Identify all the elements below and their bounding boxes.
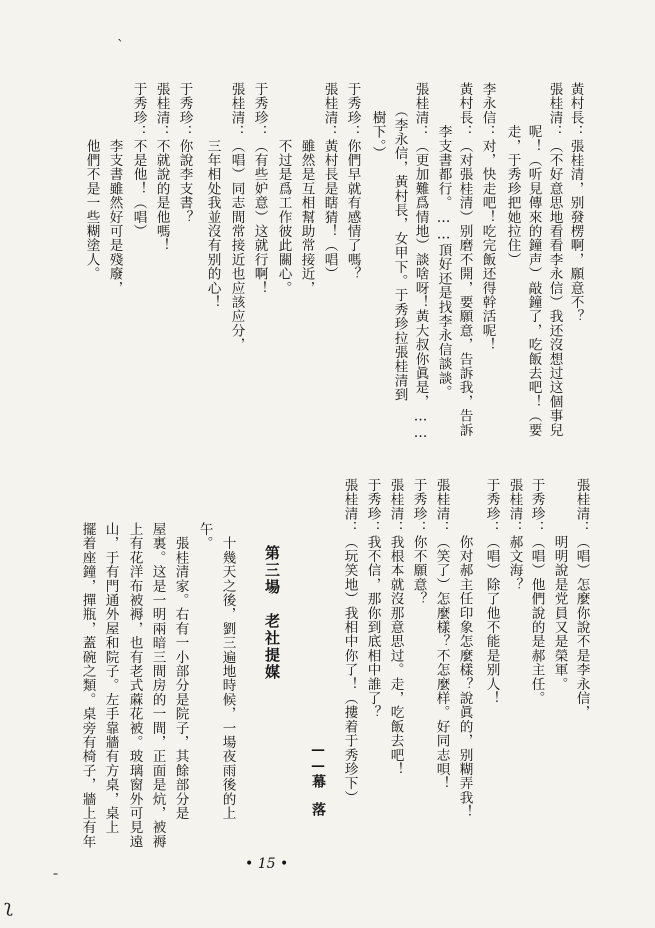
lower-line: 張桂清：（玩笑地）我相中你了！（摟着于秀珍下） (341, 478, 358, 805)
scene-heading: 第三場 老社提媒 (263, 545, 281, 681)
lower-line: 于秀珍：你不願意？ (410, 478, 427, 606)
upper-line: （李永信，黃村長，女甲下。于秀珍拉張桂清到 (391, 82, 408, 402)
scene-paragraph-line: 十幾天之後，劉三遍地時候，一場夜雨後的上 (219, 522, 236, 821)
upper-line: 樹下。） (369, 82, 386, 161)
lower-line: 你对郝主任印象怎麼樣？說眞的，别糊弄我！ (456, 478, 473, 819)
upper-line: 張桂清：（不好意思地看看李永信）我还沒想过这個事兒 (546, 82, 563, 437)
upper-line: 李支書雖然好可是殘廢， (106, 82, 123, 295)
curtain-direction: ——幕 落 (310, 742, 326, 816)
upper-line: 呢！（听見傳來的鐘声）敲鐘了，吃飯去吧！（要 (525, 82, 542, 437)
scene-paragraph-line: 山，于有門通外屋和院子。左手靠牆有方桌，桌上 (102, 522, 119, 835)
upper-line: 于秀珍：你說李支書？ (176, 82, 193, 224)
upper-line: 張桂清：黃村長是瞎猜！（唱） (321, 82, 338, 281)
scan-speck: ˉ (52, 872, 59, 888)
scan-speck: ʅ (4, 896, 13, 917)
upper-line: 李永信：对，快走吧！吃完飯还得幹活呢！ (479, 82, 496, 352)
upper-line: 于秀珍：你們早就有感情了嗎？ (344, 82, 361, 281)
scene-paragraph-line: 午。 (196, 522, 213, 551)
upper-line: 于秀珍：不是他！（唱） (130, 82, 147, 239)
upper-line: 雖然是互相幫助常接近， (298, 82, 315, 295)
lower-line: 于秀珍：我不信，那你到底相中誰了？ (364, 478, 381, 720)
lower-line: 張桂清：（笑了）怎麼樣？不怎麼样。好同志唄！ (433, 478, 450, 791)
lower-line: 明明說是党員又是榮軍。 (551, 478, 568, 691)
upper-line: 張桂清：不就說的是他嗎！ (153, 82, 170, 253)
scene-paragraph-line: 屋裏。这是一明兩暗三間房的一間，正面是炕，被褥 (149, 522, 166, 849)
lower-line: 張桂清：我根本就沒那意思过。走，吃飯去吧！ (387, 478, 404, 777)
upper-line: 張桂清：（唱）同志間常接近也应該应分， (228, 82, 245, 352)
upper-line: 于秀珍：（有些妒意）这就行啊！ (251, 82, 268, 295)
upper-line: 三年相处我並沒有别的心！ (204, 82, 221, 310)
scan-speck: ˋ (117, 38, 124, 54)
page-number: • 15 • (245, 856, 289, 872)
upper-line: 不过是爲工作彼此關心。 (275, 82, 292, 295)
scene-paragraph-line: 上有花洋布被褥，也有老式蔴花被。玻璃窗外可見遠 (126, 522, 143, 849)
page-number-value: 15 (257, 856, 276, 872)
upper-line: 黃村長：（对張桂清）别磨不開，要願意，告訴我，告訴 (456, 82, 473, 437)
lower-line: 張桂清：（唱）怎麼你說不是李永信， (573, 478, 590, 720)
upper-line: 他們不是一些糊塗人。 (83, 82, 100, 281)
upper-line: 李支書都行。……頂好还是找李永信談談。 (435, 82, 452, 400)
lower-line: 張桂清：郝文海？ (506, 478, 523, 592)
lower-line: 于秀珍：（唱）他們說的是郝主任。 (528, 478, 545, 706)
upper-line: 走，于秀珍把她拉住） (504, 82, 521, 267)
scene-paragraph-line: 擺着座鐘，撣瓶，蓋碗之類。桌旁有椅子，牆上有年 (79, 522, 96, 849)
lower-line: 于秀珍：（唱）除了他不能是别人！ (483, 478, 500, 706)
upper-line: 張桂清：（更加難爲情地）談啥呀！黃大叔你眞是，…… (412, 82, 429, 442)
upper-line: 黃村長：張桂清，别發楞啊，願意不？ (567, 82, 584, 324)
scene-paragraph-line: 張桂清家。右有一小部分是院子，其餘部分是 (172, 522, 189, 821)
